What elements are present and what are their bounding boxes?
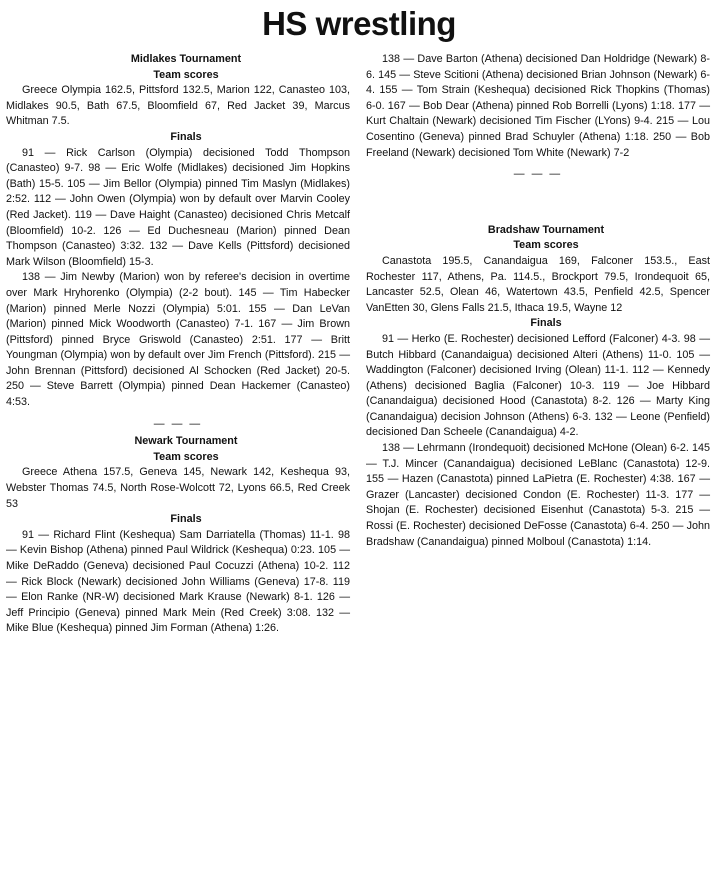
separator: — — — (153, 417, 203, 430)
midlakes-team-scores: Greece Olympia 162.5, Pittsford 132.5, Marion 122, Canasteo 103, Midlakes 90.5, Bath 67.5, Bloomfield 67, Red Jacket 39, Marcus Whitman 7.5. (6, 84, 350, 128)
midlakes-team-scores-label: Team scores (153, 68, 219, 81)
bradshaw-finals-1: 91 — Herko (E. Rochester) decisioned Lefford (Falconer) 4-3. 98 — Butch Hibbard (Canandaigua) decisioned Alteri (Athens) 11-0. 105 — Waddington (Falconer) decisioned Irving (Olean) 11-1. 112 — Kennedy (Athens) decisioned Baglia (Falconer) 10-3. 119 — Joe Hibbard (Canandaigua) decisioned Hood (Canastota) 8-2. 126 — Marty King (Canandaigua) decision Johnson (Athens) 6-3. 132 — Leone (Penfield) decisioned Dan Scheele (Canandaigua) 4-2. (366, 332, 710, 439)
midlakes-finals-2: 138 — Jim Newby (Marion) won by referee's decision in overtime over Mark Hryhorenko (Olympia) (2-2 bout). 145 — Tim Habecker (Marion) pinned Merle Nozzi (Olympia) 5:01. 155 — Dan LeVan (Marion) pinned Mick Woodworth (Canasteo) 7-1. 167 — Jim Brown (Pittsford) pinned Bryce Griswold (Canasteo) 2:51. 177 — Britt Youngman (Olympia) won by default over Jim French (Pittsford). 215 — John Brennan (Pittsford) decisioned Al Schocken (Red Jacket) 20-5. 250 — Steve Barrett (Olympia) pinned Dean Hackemer (Canasteo) 4:53. (6, 271, 350, 409)
midlakes-finals-1: 91 — Rick Carlson (Olympia) decisioned Todd Thompson (Canasteo) 9-7. 98 — Eric Wolfe (Midlakes) decisioned Jim Hopkins (Bath) 15-5. 105 — Jim Bellor (Olympia) pinned Tim Maslyn (Midlakes) 2:52. 112 — John Owen (Olympia) won by default over Marvin Cooley (Red Jacket). 119 — Dave Haight (Canasteo) decisioned Chris Metcalf (Bloomfield) 10-2. 126 — Ed Duchesneau (Marion) pinned Dean Thompson (Canasteo) 3:32. 132 — Dave Kells (Pittsford) decisioned Mark Wilson (Bloomfield) 15-3. (6, 146, 350, 268)
newark-title: Newark Tournament (134, 435, 238, 448)
bradshaw-team-scores-label: Team scores (513, 239, 579, 252)
headline: HS wrestling (262, 5, 456, 42)
newark-finals-1: 91 — Richard Flint (Keshequa) Sam Darriatella (Thomas) 11-1. 98 — Kevin Bishop (Athena) pinned Paul Wildrick (Keshequa) 0:23. 105 — Mike DeRaddo (Geneva) decisioned Paul Cocuzzi (Athena) 10-2. 112 — Rick Block (Newark) decisioned John Williams (Geneva) 17-8. 119 — Elon Ranke (NR-W) decisioned Mark Krause (Newark) 8-1. 126 — Jeff Principio (Geneva) pinned Mark Mein (Red Creek) 3:08. 132 — Mike Blue (Keshequa) pinned Jim Forman (Athena) 1:26. (6, 528, 350, 635)
bradshaw-finals-2: 138 — Lehrmann (Irondequoit) decisioned McHone (Olean) 6-2. 145 — T.J. Mincer (Canandaigua) decisioned LeBlanc (Canastota) 12-9. 155 — Hazen (Canastota) pinned LaPietra (E. Rochester) 4:38. 167 — Grazer (Lancaster) decisioned Condon (E. Rochester) 11-3. 177 — Shojan (E. Rochester) decisioned Eisenhut (Canastota) 5-3. 215 — Rossi (E. Rochester) decisioned DeFosse (Canastota) 6-4. 250 — John Bradshaw (Canandaigua) pinned Molboul (Canastota) 1:14. (366, 442, 710, 548)
midlakes-title: Midlakes Tournament (130, 53, 242, 65)
separator: — — — (513, 168, 563, 181)
bradshaw-team-scores: Canastota 195.5, Canandaigua 169, Falconer 153.5., East Rochester 117, Athens, Pa. 114.5., Brockport 79.5, Irondequoit 65, Lancaster 52.5, Olean 46, Watertown 43.5, Penfield 42.5, Spencer VanEtten 30, Glens Falls 21.5, Ithaca 19.5, Wayne 12 (366, 254, 710, 314)
left-column (6, 52, 350, 637)
midlakes-finals-label: Finals (170, 130, 202, 143)
newark-team-scores-label: Team scores (153, 450, 219, 463)
right-column (366, 52, 710, 550)
newark-finals-label: Finals (170, 513, 202, 526)
newark-team-scores: Greece Athena 157.5, Geneva 145, Newark 142, Keshequa 93, Webster Thomas 74.5, North Rose-Wolcott 72, Lyons 66.5, Red Creek 53 (6, 466, 350, 510)
newark-finals-2: 138 — Dave Barton (Athena) decisioned Dan Holdridge (Newark) 8-6. 145 — Steve Scitioni (Athena) decisioned Brian Johnson (Newark) 6-4. 155 — Tom Strain (Keshequa) decisioned Rick Thopkins (Thomas) 6-0. 167 — Bob Dear (Athena) pinned Rob Borrelli (Lyons) 1:18. 177 — Kurt Chaltain (Newark) decisioned Tim Fischer (LYons) 9-4. 215 — Lou Cosentino (Geneva) pinned Brad Schuyler (Athena) 1:18. 250 — Bob Freeland (Newark) decisioned Tom White (Newark) 7-2 (366, 53, 710, 159)
bradshaw-finals-label: Finals (530, 317, 562, 330)
bradshaw-title: Bradshaw Tournament (487, 223, 605, 236)
